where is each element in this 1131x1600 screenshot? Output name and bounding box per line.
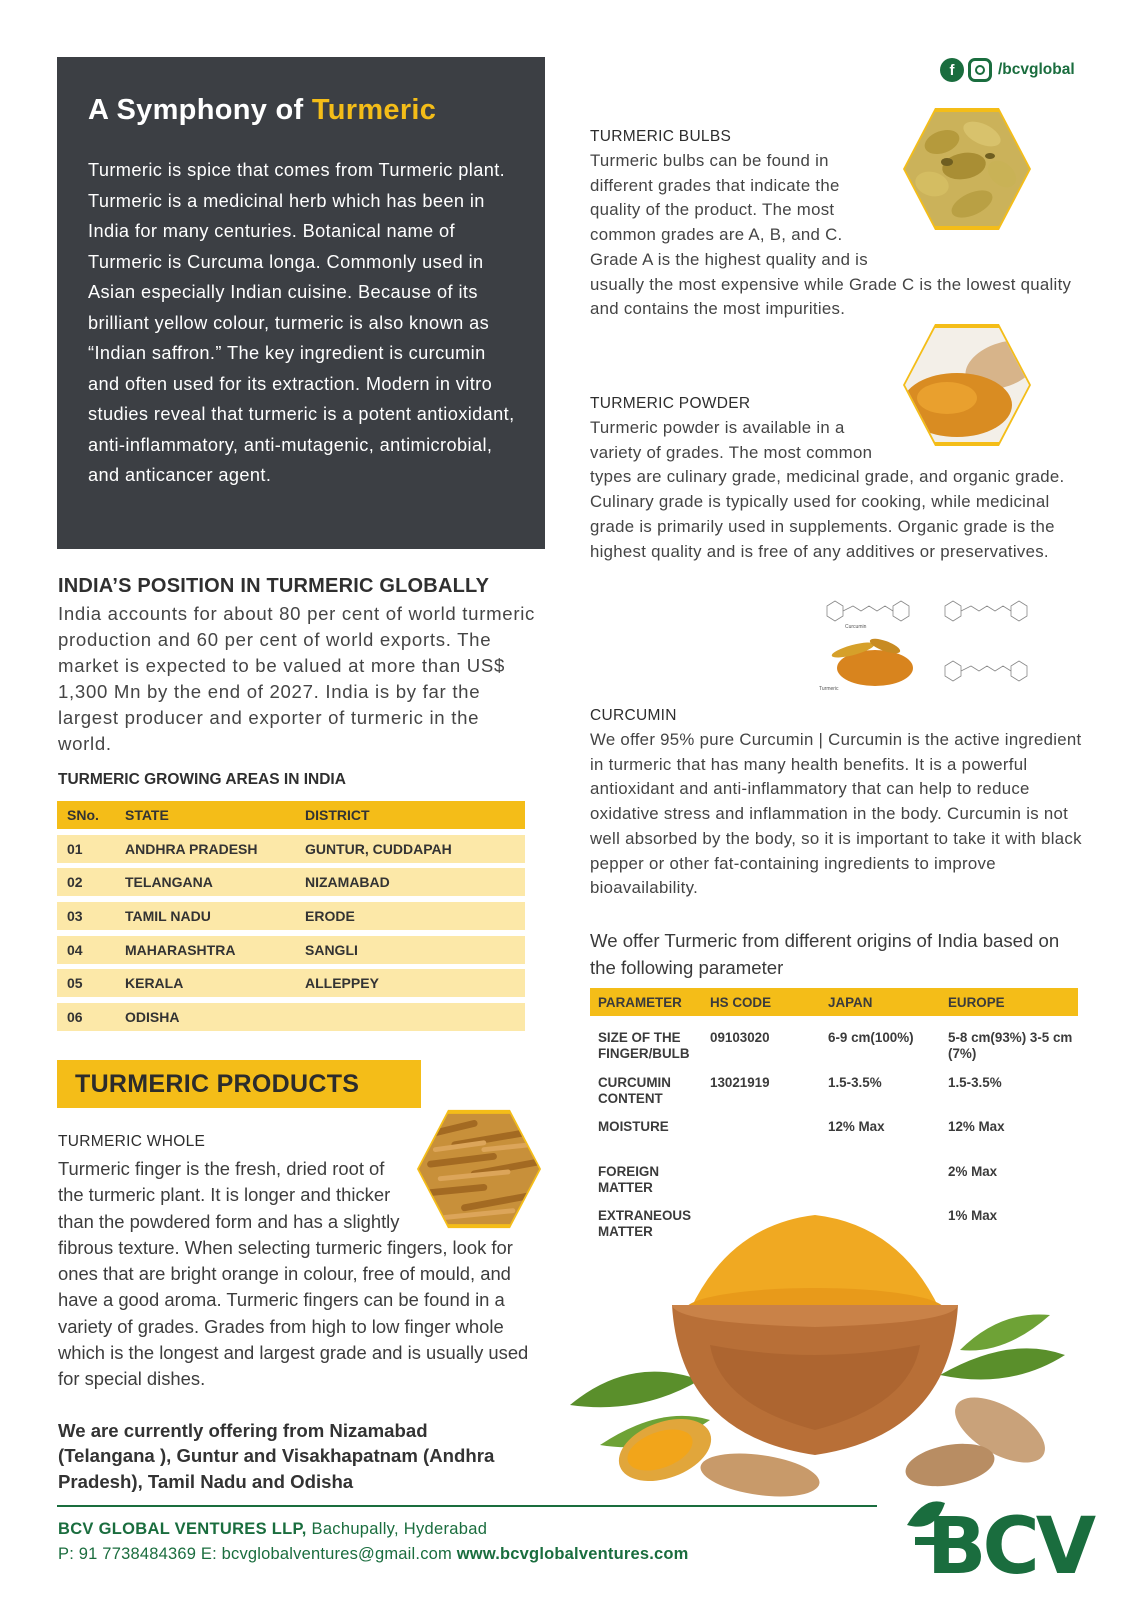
table-row: [57, 936, 525, 964]
param-japan: 6-9 cm(100%): [828, 1030, 914, 1045]
param-europe: 1.5-3.5%: [948, 1074, 1002, 1090]
intro-paragraph: Turmeric is spice that comes from Turmeric plant. Turmeric is a medicinal herb which has been in India for many centuries. Botanical name of Turmeric is Curcuma longa. Commonly used in Asian especially Indian cuisine. Because of its brilliant yellow colour, turmeric is also known as “Indian saffron.” The key ingredient is curcumin and often used for its extraction. Modern in vitro studies reveal that turmeric is a potent antioxidant, anti-inflammatory, anti-mutagenic, antimicrobial, and anticancer agent.: [88, 160, 515, 485]
param-name: CURCUMIN CONTENT: [598, 1074, 671, 1106]
param-hscode: [710, 1164, 828, 1195]
param-hscode: 09103020: [710, 1030, 770, 1045]
param-hscode: 13021919: [710, 1074, 770, 1090]
areas-district: ALLEPPEY: [305, 975, 379, 992]
turmeric-chem-label: Turmeric: [819, 686, 839, 692]
footer-contact-line: [58, 1545, 689, 1564]
table-row: [590, 1061, 1078, 1106]
param-header-europe: EUROPE: [948, 994, 1005, 1010]
table-row: [57, 835, 525, 863]
turmeric-bowl-image: [560, 1205, 1070, 1505]
areas-district: SANGLI: [305, 941, 358, 958]
table-row: [590, 1105, 1078, 1150]
whole-text: [58, 1156, 550, 1393]
india-title: INDIA’S POSITION IN TURMERIC GLOBALLY: [58, 575, 490, 597]
areas-header-row: [57, 801, 525, 829]
india-text: India accounts for about 80 per cent of world turmeric production and 60 per cent of world exports. The market is expected to be valued at more than US$ 1,300 Mn by the end of 2027. India is by far the largest producer and exporter of turmeric in the world.: [58, 603, 536, 754]
logo-text: BCV: [927, 1502, 1093, 1578]
areas-title: TURMERIC GROWING AREAS IN INDIA: [58, 771, 346, 788]
title-prefix: A Symphony of: [88, 94, 312, 126]
areas-state: ANDHRA PRADESH: [125, 840, 258, 857]
footer-website[interactable]: www.bcvglobalventures.com: [451, 1545, 689, 1563]
param-japan: [828, 1164, 948, 1195]
table-row: [57, 868, 525, 896]
table-row: [57, 1003, 525, 1031]
footer-company-line: [58, 1520, 487, 1539]
title-highlight: Turmeric: [311, 94, 437, 126]
param-header-hscode: HS CODE: [710, 994, 772, 1010]
param-japan: 1.5-3.5%: [828, 1074, 882, 1090]
whole-text-content: Turmeric finger is the fresh, dried root of the turmeric plant. It is longer and thicker than the powdered form and has a slightly fibrous texture. When selecting turmeric fingers, look for ones that are bright orange in colour, free of mould, and have a good aroma. Turmeric fingers can be found in a variety of grades. Grades from high to low finger whole which is the longest and largest grade and is usually used for special dishes.: [58, 1158, 529, 1390]
areas-district: ERODE: [305, 908, 355, 925]
curcumin-structure-image: [815, 590, 1060, 700]
footer-location: Bachupally, Hyderabad: [306, 1520, 488, 1538]
whole-title: TURMERIC WHOLE: [58, 1133, 206, 1150]
areas-sno: 05: [67, 975, 83, 992]
param-header-parameter: PARAMETER: [598, 994, 682, 1010]
instagram-icon[interactable]: [968, 58, 992, 82]
bulbs-text-content: Turmeric bulbs can be found in different grades that indicate the quality of the product. The most common grades are A, B, and C. Grade A is the highest quality and is usually the most expensive while Grade C is the lowest quality and contains the most impurities.: [590, 151, 1072, 319]
areas-header-state: STATE: [125, 807, 169, 823]
table-row: [57, 902, 525, 930]
products-banner: TURMERIC PRODUCTS: [57, 1060, 421, 1108]
param-header-row: [590, 988, 1078, 1016]
areas-sno: 03: [67, 908, 83, 925]
curcumin-text: We offer 95% pure Curcumin | Curcumin is the active ingredient in turmeric that has many health benefits. It is a powerful antioxidant and anti-inflammatory that can help to reduce oxidative stress and inflammation in the body. Curcumin is not well absorbed by the body, so it is important to take it with black pepper or other fat-containing ingredients to improve bioavailability.: [590, 730, 1082, 898]
param-europe: 12% Max: [948, 1119, 1005, 1135]
param-europe: 1% Max: [948, 1208, 998, 1224]
page-title: [88, 91, 515, 129]
areas-sno: 06: [67, 1009, 83, 1026]
areas-header-sno: SNo.: [67, 807, 99, 823]
param-hscode: [710, 1119, 828, 1150]
bulbs-title: TURMERIC BULBS: [590, 128, 732, 145]
footer-contact[interactable]: P: 91 7738484369 E: bcvglobalventures@gmail.com: [58, 1545, 452, 1563]
param-japan: 12% Max: [828, 1119, 885, 1135]
param-name: EXTRANEOUS MATTER: [598, 1208, 692, 1240]
bulbs-hex-image: [902, 104, 1032, 234]
param-name: FOREIGN MATTER: [598, 1163, 660, 1195]
param-europe: 2% Max: [948, 1163, 998, 1179]
curcumin-chem-label: Curcumin: [845, 624, 867, 630]
areas-sno: 04: [67, 941, 83, 958]
parameter-table: [590, 988, 1078, 1239]
facebook-icon[interactable]: f: [940, 58, 964, 82]
origins-intro: We offer Turmeric from different origins of India based on the following parameter: [590, 930, 1060, 978]
areas-state: TELANGANA: [125, 874, 213, 891]
areas-state: TAMIL NADU: [125, 908, 211, 925]
intro-box: [57, 57, 545, 549]
social-handle[interactable]: /bcvglobal: [998, 61, 1075, 78]
whole-float: [402, 1156, 550, 1234]
areas-state: MAHARASHTRA: [125, 941, 236, 958]
areas-state: ODISHA: [125, 1009, 180, 1026]
param-header-japan: JAPAN: [828, 994, 873, 1010]
table-row: [57, 969, 525, 997]
footer-divider: [57, 1505, 877, 1507]
param-name: MOISTURE: [598, 1119, 669, 1135]
areas-sno: 02: [67, 874, 83, 891]
offering-text: We are currently offering from Nizamabad (Telangana ), Guntur and Visakhapatnam (Andhra Pradesh), Tamil Nadu and Odisha: [58, 1420, 495, 1492]
param-europe: 5-8 cm(93%) 3-5 cm (7%): [948, 1030, 1073, 1061]
areas-district: NIZAMABAD: [305, 874, 390, 891]
areas-sno: 01: [67, 840, 83, 857]
powder-float: [898, 416, 1088, 456]
areas-state: KERALA: [125, 975, 184, 992]
areas-table: [57, 801, 525, 1037]
powder-title: TURMERIC POWDER: [590, 395, 751, 412]
table-row: [590, 1016, 1078, 1061]
bcv-logo: [905, 1493, 1105, 1578]
social-links: [940, 58, 1075, 82]
param-name: SIZE OF THE FINGER/BULB: [598, 1030, 690, 1061]
powder-text-content: Turmeric powder is available in a variety of grades. The most common types are culinary grade, medicinal grade, and organic grade. Culinary grade is typically used for cooking, while medicinal grade is primarily used in supplements. Organic grade is the highest quality and is free of any additives or preservatives.: [590, 418, 1065, 561]
table-row: [590, 1150, 1078, 1195]
areas-district: GUNTUR, CUDDAPAH: [305, 840, 452, 857]
areas-header-district: DISTRICT: [305, 807, 370, 823]
powder-text: [590, 416, 1088, 564]
curcumin-title: CURCUMIN: [590, 707, 677, 724]
footer-company: BCV GLOBAL VENTURES LLP,: [58, 1520, 307, 1538]
